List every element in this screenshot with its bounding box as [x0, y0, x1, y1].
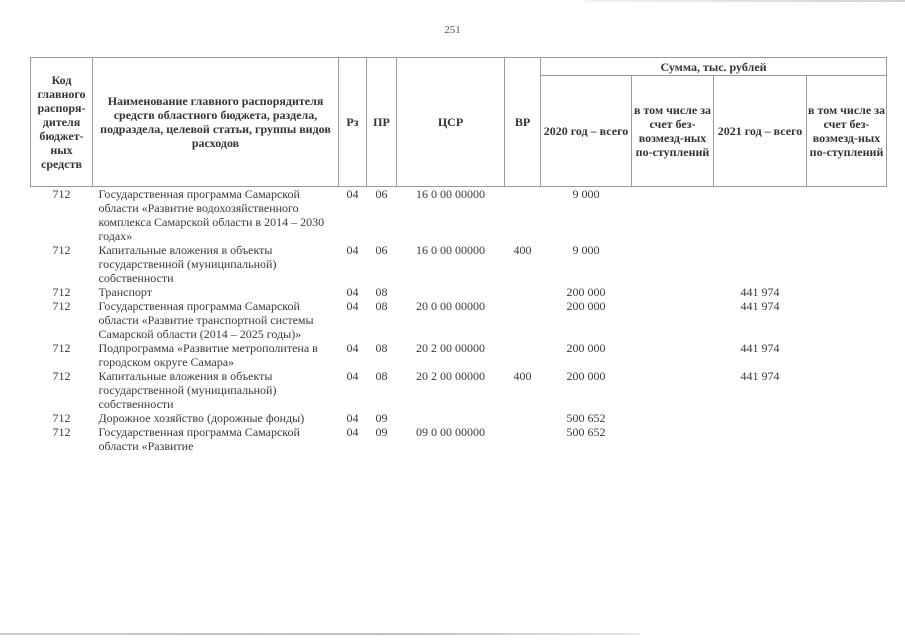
cell-2020-free	[632, 243, 714, 285]
header-vr: ВР	[505, 58, 541, 187]
cell-kod: 712	[52, 299, 71, 313]
scan-edge-bottom	[0, 633, 640, 635]
cell-vr	[505, 187, 541, 244]
cell-2021-free	[807, 299, 887, 341]
cell-csr: 09 0 00 00000	[416, 425, 485, 439]
page-number: 251	[444, 24, 461, 36]
table-header	[31, 58, 887, 187]
cell-2020-total: 200 000	[566, 341, 606, 355]
cell-vr	[505, 299, 541, 341]
cell-2021-free	[807, 285, 887, 299]
cell-2020-total: 200 000	[566, 369, 606, 383]
cell-name: Государственная программа Самарской области «Развитие водохозяйственного комплекса Самарской области в 2014 – 2030 годах»	[98, 187, 325, 243]
cell-2020-free	[632, 299, 714, 341]
header-rz: Рз	[339, 58, 367, 187]
cell-name: Дорожное хозяйство (дорожные фонды)	[98, 411, 305, 425]
cell-csr: 20 2 00 00000	[416, 341, 485, 355]
cell-vr	[505, 425, 541, 453]
table-body	[31, 187, 887, 454]
cell-2021-free	[807, 187, 887, 244]
table-row	[31, 299, 887, 341]
table-row	[31, 285, 887, 299]
cell-name: Подпрограмма «Развитие метрополитена в городском округе Самара»	[98, 341, 318, 369]
header-2020-total: 2020 год – всего	[541, 76, 632, 187]
cell-2021-free	[807, 341, 887, 369]
cell-2020-total: 9 000	[572, 243, 600, 257]
table-row	[31, 425, 887, 453]
cell-2021-total	[714, 187, 807, 244]
cell-kod: 712	[52, 425, 71, 439]
cell-rz: 04	[346, 425, 359, 439]
cell-2020-free	[632, 187, 714, 244]
cell-2021-free	[807, 411, 887, 425]
cell-csr	[397, 285, 505, 299]
cell-2020-total: 500 652	[566, 411, 606, 425]
cell-2020-free	[632, 341, 714, 369]
cell-2020-free	[632, 425, 714, 453]
cell-2020-free	[632, 369, 714, 411]
cell-2020-total: 500 652	[566, 425, 606, 439]
cell-csr: 20 2 00 00000	[416, 369, 485, 383]
cell-kod: 712	[52, 285, 71, 299]
header-name: Наименование главного распорядителя средств областного бюджета, раздела, подраздела, целевой статьи, группы видов расходов	[93, 58, 339, 187]
cell-kod: 712	[52, 369, 71, 383]
cell-kod: 712	[52, 243, 71, 257]
table-row	[31, 369, 887, 411]
cell-rz: 04	[346, 411, 359, 425]
cell-name: Капитальные вложения в объекты государственной (муниципальной) собственности	[98, 369, 277, 411]
cell-2021-total: 441 974	[740, 341, 780, 355]
cell-rz: 04	[346, 243, 359, 257]
cell-csr: 16 0 00 00000	[416, 243, 485, 257]
cell-vr	[505, 411, 541, 425]
table-row	[31, 187, 887, 244]
header-csr: ЦСР	[397, 58, 505, 187]
cell-2021-free	[807, 243, 887, 285]
cell-csr	[397, 411, 505, 425]
header-summa: Сумма, тыс. рублей	[541, 58, 887, 76]
table-row	[31, 243, 887, 285]
cell-rz: 04	[346, 369, 359, 383]
header-2021-free: в том числе за счет без-возмезд-ных по-ступлений	[807, 76, 887, 187]
cell-pr: 06	[375, 187, 388, 201]
cell-name: Капитальные вложения в объекты государственной (муниципальной) собственности	[98, 243, 277, 285]
cell-2020-free	[632, 411, 714, 425]
cell-csr: 20 0 00 00000	[416, 299, 485, 313]
cell-rz: 04	[346, 341, 359, 355]
cell-vr: 400	[513, 369, 532, 383]
cell-2021-total	[714, 411, 807, 425]
cell-name: Государственная программа Самарской области «Развитие	[98, 425, 300, 453]
cell-pr: 06	[375, 243, 388, 257]
cell-kod: 712	[52, 411, 71, 425]
cell-csr: 16 0 00 00000	[416, 187, 485, 201]
cell-2021-total: 441 974	[740, 369, 780, 383]
cell-pr: 08	[375, 341, 388, 355]
cell-rz: 04	[346, 299, 359, 313]
cell-pr: 09	[375, 411, 388, 425]
cell-2021-total: 441 974	[740, 285, 780, 299]
cell-kod: 712	[52, 187, 71, 201]
cell-kod: 712	[52, 341, 71, 355]
table-row	[31, 411, 887, 425]
table-row	[31, 341, 887, 369]
cell-2020-total: 200 000	[566, 285, 606, 299]
cell-2020-total: 9 000	[572, 187, 600, 201]
cell-2021-free	[807, 425, 887, 453]
cell-vr	[505, 341, 541, 369]
cell-pr: 08	[375, 369, 388, 383]
cell-pr: 08	[375, 299, 388, 313]
cell-rz: 04	[346, 187, 359, 201]
cell-2021-total	[714, 425, 807, 453]
budget-table	[30, 57, 887, 453]
cell-2020-free	[632, 285, 714, 299]
cell-rz: 04	[346, 285, 359, 299]
cell-vr: 400	[513, 243, 532, 257]
cell-2021-total: 441 974	[740, 299, 780, 313]
cell-pr: 09	[375, 425, 388, 439]
scan-edge-top	[585, 0, 905, 2]
cell-pr: 08	[375, 285, 388, 299]
cell-vr	[505, 285, 541, 299]
header-2021-total: 2021 год – всего	[714, 76, 807, 187]
cell-2020-total: 200 000	[566, 299, 606, 313]
cell-2021-total	[714, 243, 807, 285]
header-pr: ПР	[367, 58, 397, 187]
header-2020-free: в том числе за счет без-возмезд-ных по-ступлений	[632, 76, 714, 187]
header-kod: Код главного распоря-дителя бюджет-ных средств	[31, 58, 93, 187]
cell-name: Государственная программа Самарской области «Развитие транспортной системы Самарской области (2014 – 2025 годы)»	[98, 299, 314, 341]
cell-2021-free	[807, 369, 887, 411]
cell-name: Транспорт	[98, 285, 152, 299]
